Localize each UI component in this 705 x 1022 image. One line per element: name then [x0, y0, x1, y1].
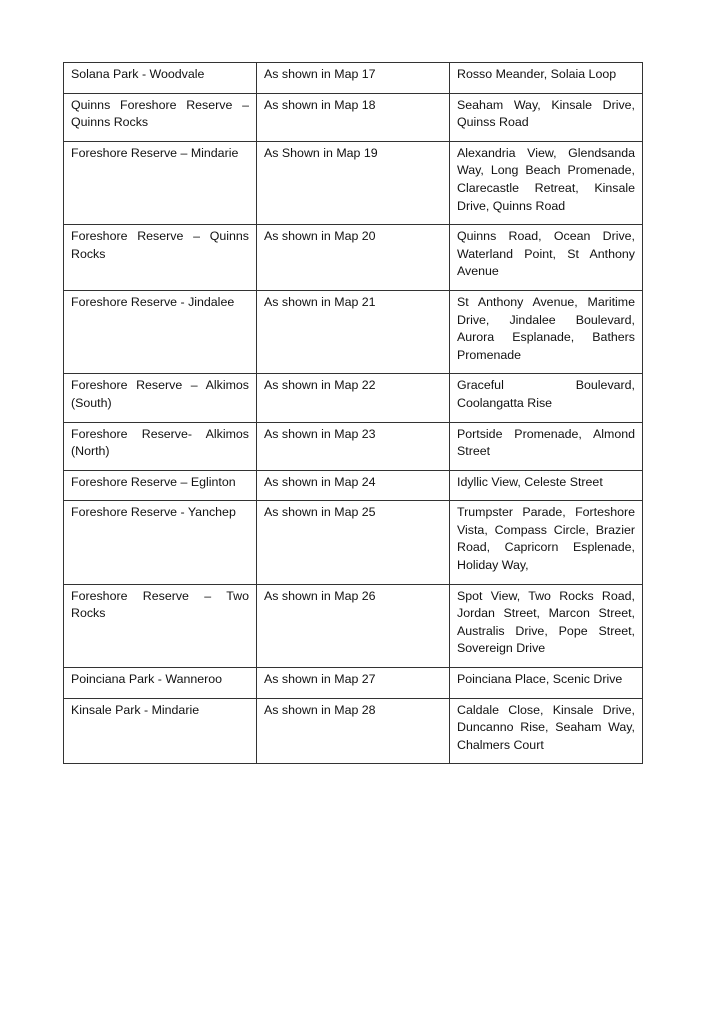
- table-row: [64, 374, 643, 422]
- table-row: [64, 93, 643, 141]
- location-cell: Foreshore Reserve – Alkimos (South): [64, 374, 257, 422]
- table-row: [64, 668, 643, 699]
- map-reference-cell: As shown in Map 23: [257, 422, 450, 470]
- map-reference-cell: As shown in Map 28: [257, 698, 450, 764]
- map-reference-cell: As shown in Map 26: [257, 584, 450, 667]
- streets-cell: Portside Promenade, Almond Street: [450, 422, 643, 470]
- table-row: [64, 422, 643, 470]
- map-reference-cell: As shown in Map 22: [257, 374, 450, 422]
- table-row: [64, 141, 643, 224]
- streets-cell: St Anthony Avenue, Maritime Drive, Jindalee Boulevard, Aurora Esplanade, Bathers Promenade: [450, 290, 643, 373]
- location-cell: Foreshore Reserve - Jindalee: [64, 290, 257, 373]
- streets-cell: Seaham Way, Kinsale Drive, Quinss Road: [450, 93, 643, 141]
- map-reference-cell: As shown in Map 18: [257, 93, 450, 141]
- map-reference-cell: As shown in Map 25: [257, 501, 450, 584]
- location-cell: Foreshore Reserve - Yanchep: [64, 501, 257, 584]
- table-row: [64, 225, 643, 291]
- location-cell: Foreshore Reserve- Alkimos (North): [64, 422, 257, 470]
- location-cell: Kinsale Park - Mindarie: [64, 698, 257, 764]
- map-reference-cell: As shown in Map 21: [257, 290, 450, 373]
- location-cell: Foreshore Reserve – Quinns Rocks: [64, 225, 257, 291]
- streets-cell: Alexandria View, Glendsanda Way, Long Beach Promenade, Clarecastle Retreat, Kinsale Drive, Quinns Road: [450, 141, 643, 224]
- map-reference-cell: As shown in Map 27: [257, 668, 450, 699]
- reserves-table: [63, 62, 643, 764]
- table-row: [64, 501, 643, 584]
- streets-cell: Quinns Road, Ocean Drive, Waterland Point, St Anthony Avenue: [450, 225, 643, 291]
- streets-cell: Rosso Meander, Solaia Loop: [450, 63, 643, 94]
- table-row: [64, 290, 643, 373]
- streets-cell: Idyllic View, Celeste Street: [450, 470, 643, 501]
- table-row: [64, 584, 643, 667]
- location-cell: Foreshore Reserve – Eglinton: [64, 470, 257, 501]
- location-cell: Foreshore Reserve – Two Rocks: [64, 584, 257, 667]
- table-row: [64, 470, 643, 501]
- location-cell: Quinns Foreshore Reserve – Quinns Rocks: [64, 93, 257, 141]
- location-cell: Poinciana Park - Wanneroo: [64, 668, 257, 699]
- streets-cell: Trumpster Parade, Forteshore Vista, Compass Circle, Brazier Road, Capricorn Esplenade, Holiday Way,: [450, 501, 643, 584]
- table-row: [64, 698, 643, 764]
- streets-cell: Caldale Close, Kinsale Drive, Duncanno Rise, Seaham Way, Chalmers Court: [450, 698, 643, 764]
- map-reference-cell: As shown in Map 20: [257, 225, 450, 291]
- map-reference-cell: As shown in Map 17: [257, 63, 450, 94]
- map-reference-cell: As Shown in Map 19: [257, 141, 450, 224]
- streets-cell: Poinciana Place, Scenic Drive: [450, 668, 643, 699]
- map-reference-cell: As shown in Map 24: [257, 470, 450, 501]
- streets-cell: Spot View, Two Rocks Road, Jordan Street, Marcon Street, Australis Drive, Pope Street, Sovereign Drive: [450, 584, 643, 667]
- streets-cell: Graceful Boulevard, Coolangatta Rise: [450, 374, 643, 422]
- location-cell: Foreshore Reserve – Mindarie: [64, 141, 257, 224]
- table-row: [64, 63, 643, 94]
- location-cell: Solana Park - Woodvale: [64, 63, 257, 94]
